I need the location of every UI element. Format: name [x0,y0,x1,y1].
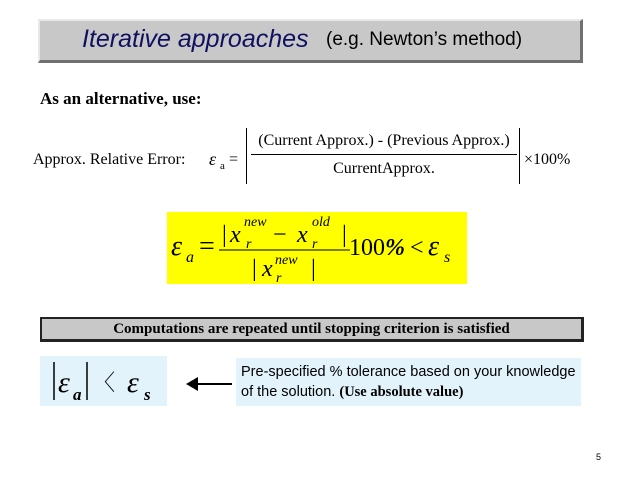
eps-a: ε [171,231,183,262]
epsilon-symbol: ε [209,149,217,169]
num-bar-left: | [222,222,227,248]
abs-bar-right [519,128,520,184]
eps-s-sub: s [444,249,451,266]
angle-less: 〈 [93,371,116,396]
left-arrow-icon [196,383,232,385]
hundred: 100 [349,235,385,261]
absolute-criterion-formula [40,356,167,406]
den-new-sup: new [275,253,298,268]
den-x: x [262,256,273,282]
intro-text: As an alternative, use: [40,89,202,108]
eps-a-sub: a [186,249,194,266]
fraction-line [251,154,517,155]
slide-title-bar [38,19,583,63]
num-bar-right: | [342,222,347,248]
num-x-old: x [297,222,308,248]
times-100-percent: ×100% [524,151,571,168]
tolerance-note [236,358,581,406]
num-new-sup: new [244,215,267,230]
minus: − [273,222,287,248]
slide-title: Iterative approaches [82,25,309,53]
equals-sign: = [229,151,239,168]
num-x-new: x [230,222,241,248]
epsilon-subscript: a [220,160,225,172]
less-than: < [410,235,424,261]
abs-bar-left [246,128,247,184]
num-r-new: r [246,237,252,252]
eps-s: ε [428,231,440,262]
absolute-criterion-svg [40,356,167,406]
den-bar-right: | [311,256,316,282]
den-bar-left: | [252,256,257,282]
slide-title-subtitle: (e.g. Newton’s method) [326,29,523,50]
abs-s-sub: s [144,385,151,404]
num-r-old: r [312,237,318,252]
highlighted-formula-svg [167,212,467,284]
abs-a-sub: a [73,385,82,404]
tolerance-note-bold: (Use absolute value) [339,384,464,400]
formula-label: Approx. Relative Error: [33,151,186,168]
highlighted-formula [167,212,467,284]
abs-eps-s: ε [127,366,139,399]
page-number: 5 [596,452,602,462]
den-r: r [276,271,282,284]
num-old-sup: old [312,215,330,230]
stopping-criterion-banner: Computations are repeated until stopping criterion is satisfied [40,317,584,342]
tolerance-text: Pre-specified % tolerance based on your knowledge of the solution. [241,364,576,400]
percent: % [385,235,405,261]
abs-eps-a: ε [58,366,70,399]
formula-denominator: CurrentApprox. [333,160,435,177]
equals: = [199,231,215,262]
formula-numerator: (Current Approx.) - (Previous Approx.) [258,132,510,149]
